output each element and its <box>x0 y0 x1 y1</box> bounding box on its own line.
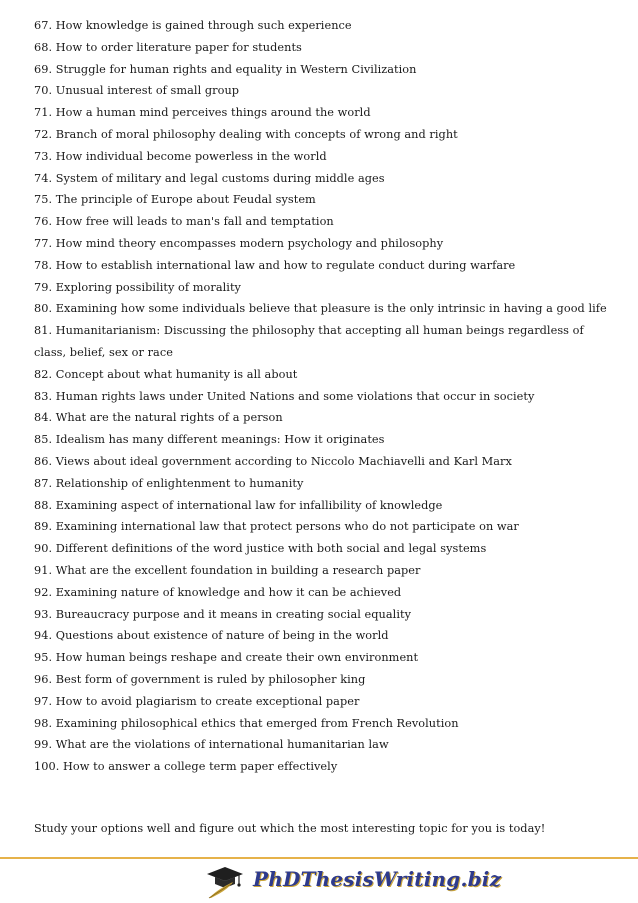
topic-item: 80. Examining how some individuals believe that pleasure is the only intrinsic in having a good life <box>34 302 607 316</box>
topic-item: 75. The principle of Europe about Feudal system <box>34 193 316 207</box>
topic-item: 96. Best form of government is ruled by philosopher king <box>34 672 366 686</box>
topic-item: 69. Struggle for human rights and equality in Western Civilization <box>34 62 417 76</box>
topic-item: 82. Concept about what humanity is all about <box>34 367 298 381</box>
topic-item: 71. How a human mind perceives things around the world <box>34 106 371 120</box>
topic-item: 98. Examining philosophical ethics that emerged from French Revolution <box>34 716 459 730</box>
closing-note: Study your options well and figure out which the most interesting topic for you is today! <box>34 822 546 835</box>
topic-item: 67. How knowledge is gained through such experience <box>34 19 352 32</box>
topic-item: 68. How to order literature paper for students <box>34 40 302 54</box>
topic-item: 87. Relationship of enlightenment to humanity <box>34 476 304 490</box>
topic-item: 86. Views about ideal government according to Niccolo Machiavelli and Karl Marx <box>34 454 512 468</box>
topic-item: 85. Idealism has many different meanings: How it originates <box>34 433 385 447</box>
logo-wordmark: PhDThesisWriting.biz <box>253 867 502 891</box>
topic-item: 97. How to avoid plagiarism to create exceptional paper <box>34 694 360 708</box>
topic-item: 95. How human beings reshape and create their own environment <box>34 651 419 665</box>
footer-divider <box>0 857 638 859</box>
topic-item: 76. How free will leads to man's fall and temptation <box>34 215 334 229</box>
topic-item: 88. Examining aspect of international law for infallibility of knowledge <box>34 498 443 512</box>
topic-list <box>34 15 614 778</box>
topic-item: 93. Bureaucracy purpose and it means in creating social equality <box>34 607 412 621</box>
footer-logo <box>203 862 502 900</box>
topic-item: 90. Different definitions of the word justice with both social and legal systems <box>34 542 487 556</box>
topic-item: 72. Branch of moral philosophy dealing with concepts of wrong and right <box>34 127 458 141</box>
topic-item: 70. Unusual interest of small group <box>34 84 240 98</box>
topic-item: 77. How mind theory encompasses modern psychology and philosophy <box>34 236 444 250</box>
topic-item: 73. How individual become powerless in the world <box>34 149 327 163</box>
topic-item: 84. What are the natural rights of a person <box>34 411 283 425</box>
document-body <box>34 15 614 778</box>
topic-item: 74. System of military and legal customs during middle ages <box>34 171 385 185</box>
topic-item: 92. Examining nature of knowledge and how it can be achieved <box>34 585 402 599</box>
topic-item: 100. How to answer a college term paper effectively <box>34 760 338 774</box>
topic-item: 91. What are the excellent foundation in building a research paper <box>34 563 421 577</box>
topic-item: 94. Questions about existence of nature of being in the world <box>34 629 389 643</box>
topic-item: 83. Human rights laws under United Nations and some violations that occur in society <box>34 389 535 403</box>
graduation-cap-quill-icon <box>203 862 255 900</box>
topic-item: 99. What are the violations of international humanitarian law <box>34 738 389 752</box>
topic-item: 78. How to establish international law and how to regulate conduct during warfare <box>34 258 516 272</box>
topic-item: 81. Humanitarianism: Discussing the philosophy that accepting all human beings regardless of class, belief, sex or race <box>34 324 584 359</box>
topic-item: 79. Exploring possibility of morality <box>34 280 241 294</box>
topic-item: 89. Examining international law that protect persons who do not participate on war <box>34 520 519 534</box>
